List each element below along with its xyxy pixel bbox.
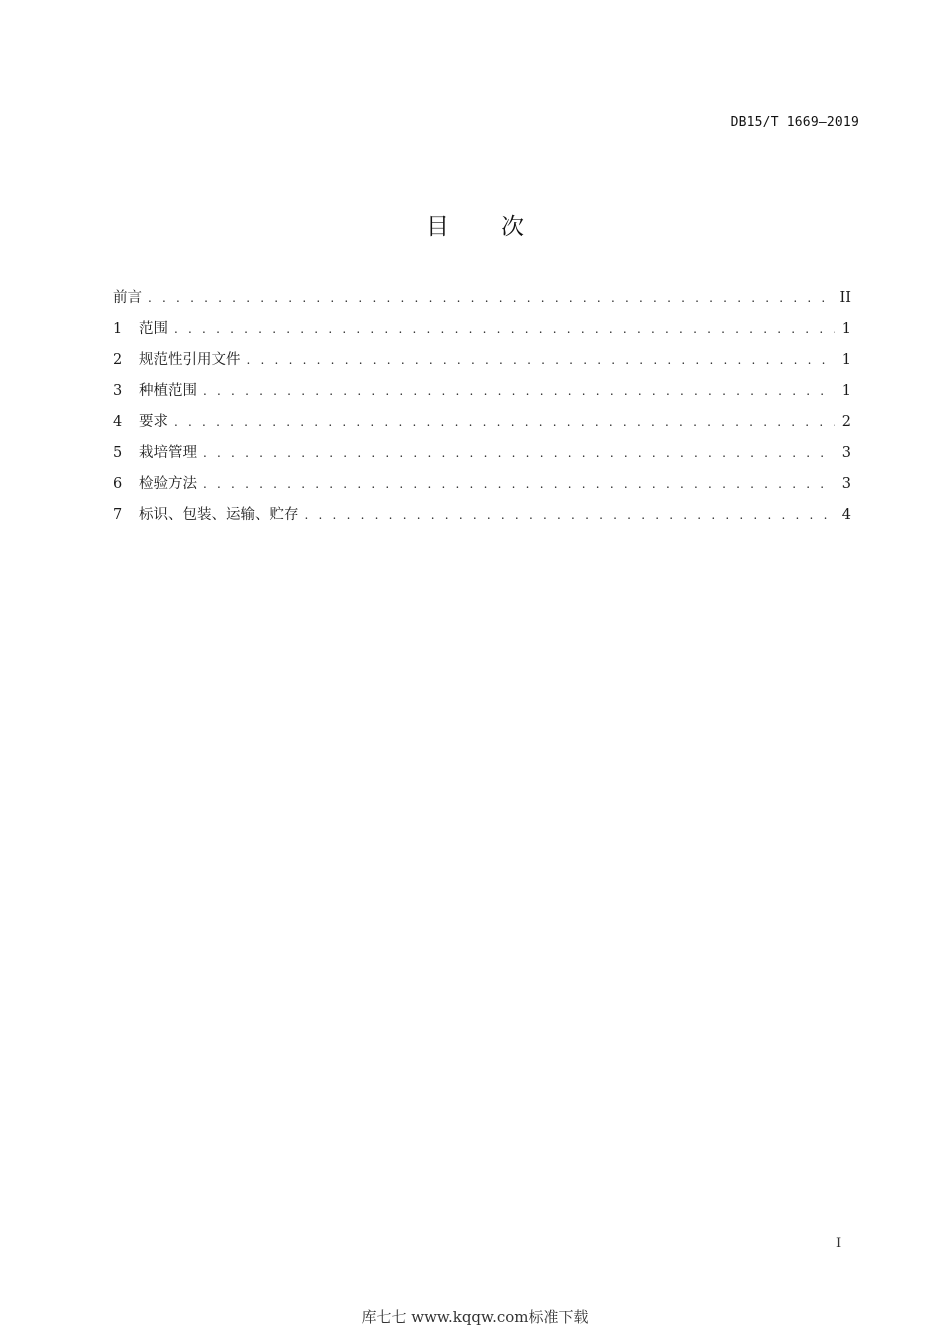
toc-entry-page: 4 [841,507,851,523]
toc-entry-label: 标识、包装、运输、贮存 [139,507,299,523]
toc-leader-dots [203,443,835,463]
toc-leader-dots [247,350,836,370]
watermark-footer: 库七七 www.kqqw.com标准下载 [361,1308,589,1326]
page-number: I [836,1236,842,1251]
toc-entry-page: 1 [841,321,851,337]
toc-leader-dots [174,412,835,432]
toc-entry-planting-scope[interactable] [113,381,851,412]
toc-list [113,288,851,536]
toc-title-part1: 目 [426,214,449,240]
toc-title [0,208,950,241]
toc-entry-page: 2 [841,414,851,430]
toc-entry-label: 检验方法 [139,476,197,492]
toc-entry-label: 规范性引用文件 [139,352,241,368]
toc-entry-normative-references[interactable] [113,350,851,381]
toc-entry-number: 7 [113,507,123,523]
toc-entry-page: II [839,290,851,306]
toc-entry-foreword[interactable] [113,288,851,319]
toc-entry-page: 3 [841,445,851,461]
standard-code: DB15/T 1669—2019 [730,115,859,130]
toc-entry-number: 4 [113,414,123,430]
toc-leader-dots [148,288,834,308]
toc-entry-label: 前言 [113,290,142,306]
toc-entry-label: 要求 [139,414,168,430]
toc-entry-page: 1 [841,352,851,368]
toc-entry-number: 2 [113,352,123,368]
toc-title-part2: 次 [501,214,524,240]
toc-entry-label: 种植范围 [139,383,197,399]
toc-entry-test-methods[interactable] [113,474,851,505]
toc-entry-number: 3 [113,383,123,399]
toc-entry-scope[interactable] [113,319,851,350]
toc-entry-number: 1 [113,321,123,337]
toc-entry-requirements[interactable] [113,412,851,443]
toc-entry-number: 5 [113,445,123,461]
toc-leader-dots [305,505,836,525]
toc-entry-page: 1 [841,383,851,399]
toc-entry-number: 6 [113,476,123,492]
toc-leader-dots [203,381,835,401]
toc-entry-page: 3 [841,476,851,492]
toc-entry-cultivation-management[interactable] [113,443,851,474]
toc-entry-label: 范围 [139,321,168,337]
toc-leader-dots [174,319,835,339]
toc-leader-dots [203,474,835,494]
toc-entry-label: 栽培管理 [139,445,197,461]
toc-entry-marking-packaging-transport-storage[interactable] [113,505,851,536]
